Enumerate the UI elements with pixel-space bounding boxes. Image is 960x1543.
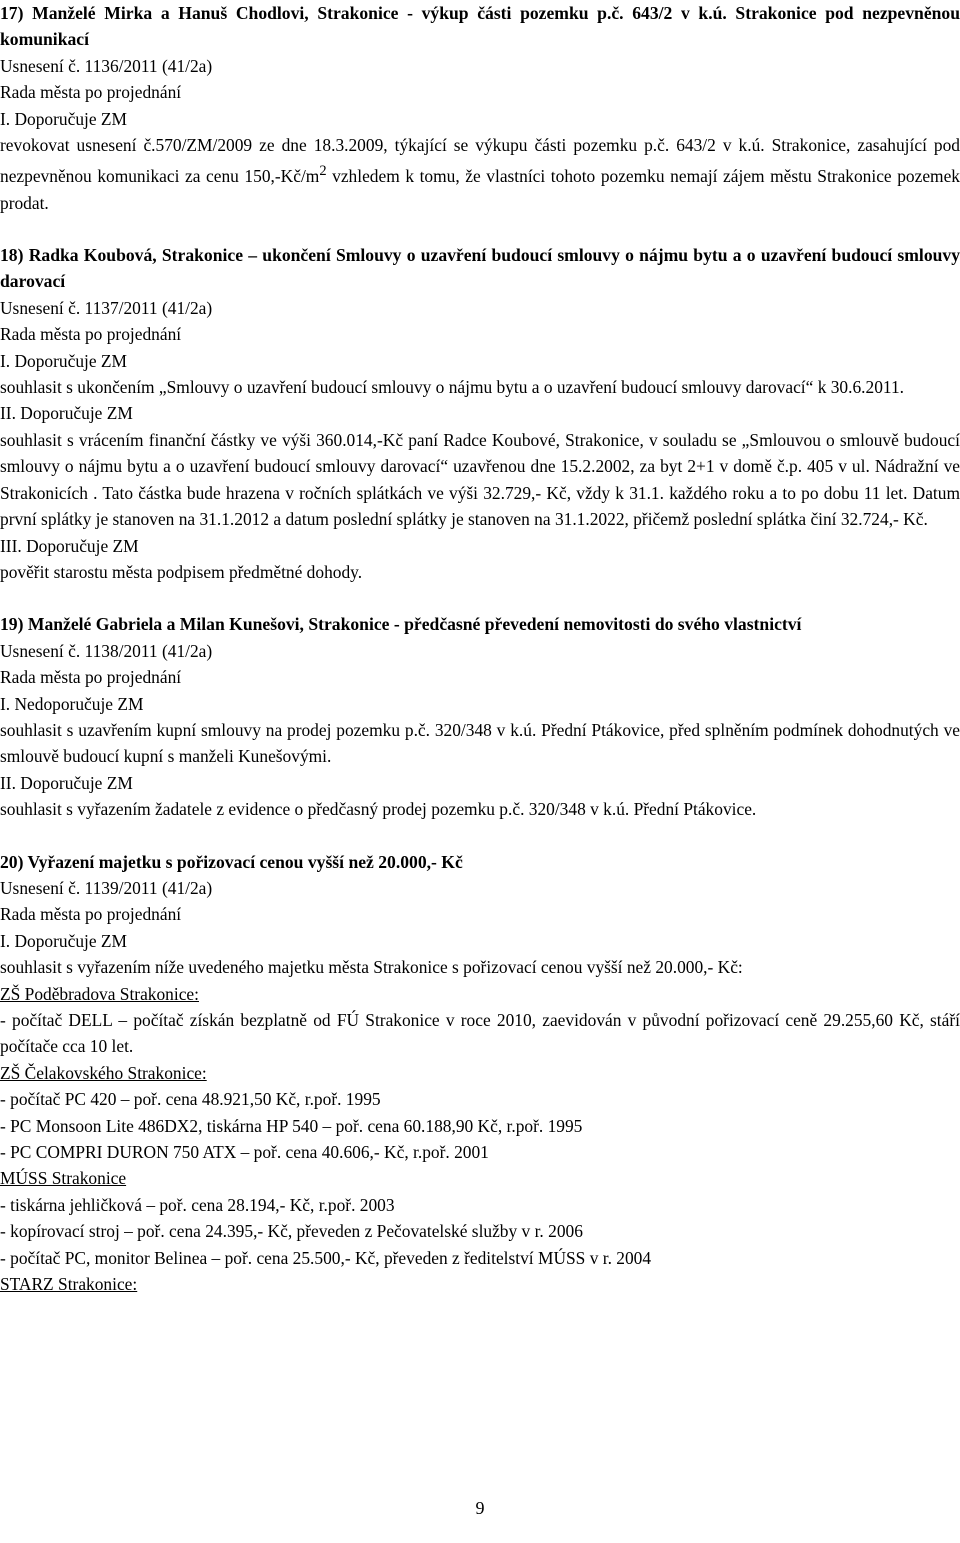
- council-note: Rada města po projednání: [0, 324, 182, 345]
- item-text: revokovat usnesení č.570/ZM/2009 ze dne 18.3.2009, týkající se výkupu části pozemku p.č. 643/2 v k.ú. Strakonice, zasahující pod nezpevněnou komunikaci za cenu $150,-Kč/m^2$ vzhledem k tomu, že vlastníci tohoto pozemku nemají zájem městu Strakonice pozemek prodat.: [0, 135, 960, 213]
- section-gap: [0, 585, 960, 611]
- council-note: Rada města po projednání: [0, 82, 182, 103]
- asset-entry: - kopírovací stroj – poř. cena 24.395,- Kč, převeden z Pečovatelské služby v r. 2006: [0, 1221, 583, 1242]
- council-note: Rada města po projednání: [0, 667, 182, 688]
- item-text: souhlasit s vyřazením žadatele z evidence o předčasný prodej pozemku p.č. 320/348 v k.ú. Přední Ptákovice.: [0, 799, 757, 820]
- item-heading: I. Nedoporučuje ZM: [0, 693, 144, 714]
- section-gap: [0, 216, 960, 242]
- asset-group: [0, 981, 960, 1060]
- item-text: souhlasit s vrácením finanční částky ve výši 360.014,-Kč paní Radce Koubové, Strakonice, v souladu se „Smlouvou o smlouvě budoucí smlouvy o nájmu bytu a o uzavření budoucí smlouvy darovací“ uzavřenou dne 15.2.2002, za byt 2+1 v domě č.p. 405 v ul. Nádražní ve Strakonicích . Tato částka bude hrazena v ročních splátkách ve výši 32.729,- Kč, vždy k 31.1. každého roku a to po dobu 11 let. Datum první splátky je stanoven na 31.1.2012 a datum poslední splátky je stanoven na 31.1.2022, přičemž poslední splátka činí 32.724,- Kč.: [0, 429, 960, 530]
- section-title: 17) Manželé Mirka a Hanuš Chodlovi, Strakonice - výkup části pozemku p.č. 643/2 v k.ú. Strakonice pod nezpevněnou komunikací: [0, 3, 960, 50]
- section-title: 20) Vyřazení majetku s pořizovací cenou vyšší než 20.000,- Kč: [0, 851, 463, 872]
- asset-group-name: STARZ Strakonice:: [0, 1274, 138, 1295]
- item-text: pověřit starostu města podpisem předmětné dohody.: [0, 561, 363, 582]
- asset-group: [0, 1271, 960, 1297]
- asset-entry: - PC COMPRI DURON 750 ATX – poř. cena 40.606,- Kč, r.poř. 2001: [0, 1142, 489, 1163]
- asset-entry: - PC Monsoon Lite 486DX2, tiskárna HP 540 – poř. cena 60.188,90 Kč, r.poř. 1995: [0, 1115, 583, 1136]
- asset-group-name: MÚSS Strakonice: [0, 1168, 127, 1189]
- asset-group-name: ZŠ Poděbradova Strakonice:: [0, 983, 199, 1004]
- asset-entry: - počítač PC, monitor Belinea – poř. cena 25.500,- Kč, převeden z ředitelství MÚSS v r. 2004: [0, 1247, 652, 1268]
- resolution-number: Usnesení č. 1137/2011 (41/2a): [0, 297, 213, 318]
- item-text: souhlasit s ukončením „Smlouvy o uzavření budoucí smlouvy o nájmu bytu a o uzavření budoucí smlouvy darovací“ k 30.6.2011.: [0, 377, 904, 398]
- section-20: [0, 849, 960, 1298]
- item-heading: II. Doporučuje ZM: [0, 772, 133, 793]
- resolution-number: Usnesení č. 1138/2011 (41/2a): [0, 640, 213, 661]
- item-text: souhlasit s vyřazením níže uvedeného majetku města Strakonice s pořizovací cenou vyšší než 20.000,- Kč:: [0, 957, 743, 978]
- section-17: [0, 0, 960, 216]
- section-18: [0, 242, 960, 585]
- asset-group: [0, 1165, 960, 1271]
- asset-group: [0, 1060, 960, 1166]
- item-heading: II. Doporučuje ZM: [0, 403, 133, 424]
- resolution-number: Usnesení č. 1139/2011 (41/2a): [0, 877, 213, 898]
- council-note: Rada města po projednání: [0, 904, 182, 925]
- section-19: [0, 611, 960, 822]
- asset-entry: - počítač PC 420 – poř. cena 48.921,50 Kč, r.poř. 1995: [0, 1089, 381, 1110]
- section-title: 18) Radka Koubová, Strakonice – ukončení Smlouvy o uzavření budoucí smlouvy o nájmu bytu a o uzavření budoucí smlouvy darovací: [0, 245, 960, 292]
- item-heading: I. Doporučuje ZM: [0, 350, 128, 371]
- section-title: 19) Manželé Gabriela a Milan Kunešovi, Strakonice - předčasné převedení nemovitosti do svého vlastnictví: [0, 614, 802, 635]
- item-text: souhlasit s uzavřením kupní smlouvy na prodej pozemku p.č. 320/348 v k.ú. Přední Ptákovice, před splněním podmínek dohodnutých ve smlouvě budoucí kupní s manželi Kunešovými.: [0, 719, 960, 767]
- asset-group-name: ZŠ Čelakovského Strakonice:: [0, 1062, 207, 1083]
- asset-entry: - počítač DELL – počítač získán bezplatně od FÚ Strakonice v roce 2010, zaevidován v původní pořizovací ceně 29.255,60 Kč, stáří počítače cca 10 let.: [0, 1010, 960, 1057]
- page-number: 9: [475, 1498, 485, 1518]
- item-heading: III. Doporučuje ZM: [0, 535, 139, 556]
- section-gap: [0, 823, 960, 849]
- resolution-number: Usnesení č. 1136/2011 (41/2a): [0, 55, 213, 76]
- item-heading: I. Doporučuje ZM: [0, 108, 128, 129]
- asset-entry: - tiskárna jehličková – poř. cena 28.194,- Kč, r.poř. 2003: [0, 1194, 395, 1215]
- item-heading: I. Doporučuje ZM: [0, 930, 128, 951]
